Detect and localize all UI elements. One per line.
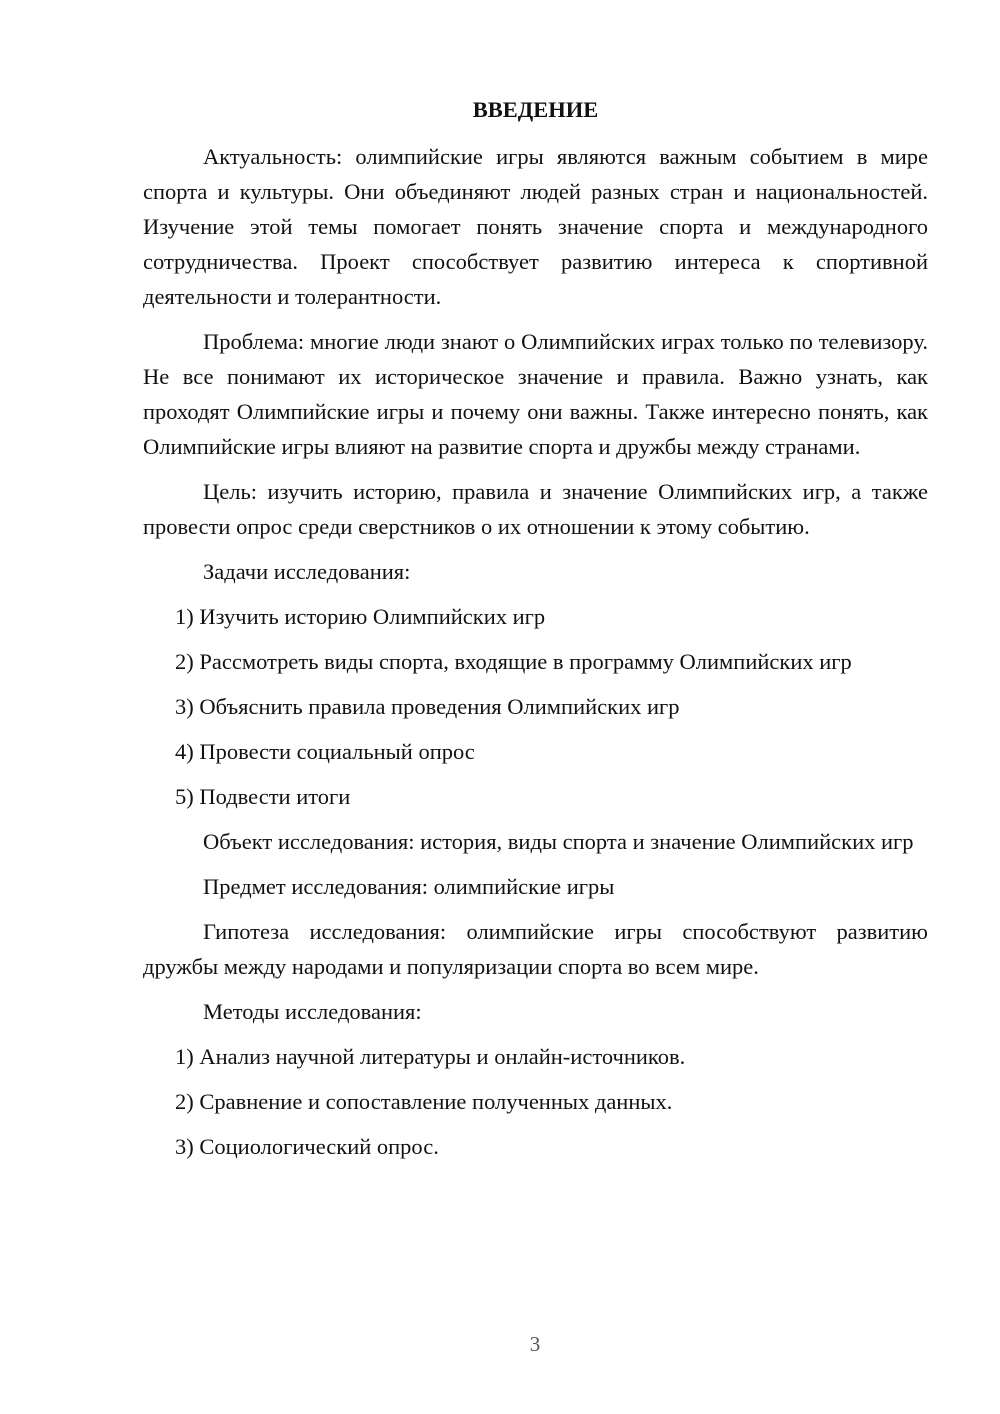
task-item-4: 4) Провести социальный опрос xyxy=(175,739,475,764)
problem-paragraph: Проблема: многие люди знают о Олимпийских играх только по телевизору. Не все понимают их историческое значение и правила. Важно узнать, как проходят Олимпийские игры и почему они важны. Также интересно понять, как Олимпийские игры влияют на развитие спорта и дружбы между странами. xyxy=(143,329,928,459)
method-item-3: 3) Социологический опрос. xyxy=(175,1134,439,1159)
object-paragraph: Объект исследования: история, виды спорта и значение Олимпийских игр xyxy=(203,829,914,854)
goal-paragraph: Цель: изучить историю, правила и значение Олимпийских игр, а также провести опрос среди сверстников о их отношении к этому событию. xyxy=(143,479,928,539)
task-item-5: 5) Подвести итоги xyxy=(175,784,351,809)
hypothesis-paragraph: Гипотеза исследования: олимпийские игры способствуют развитию дружбы между народами и популяризации спорта во всем мире. xyxy=(143,919,928,979)
relevance-paragraph: Актуальность: олимпийские игры являются важным событием в мире спорта и культуры. Они объединяют людей разных стран и национальностей. Изучение этой темы помогает понять значение спорта и международного сотрудничества. Проект способствует развитию интереса к спортивной деятельности и толерантности. xyxy=(143,144,928,309)
method-item-2: 2) Сравнение и сопоставление полученных данных. xyxy=(175,1089,673,1114)
subject-paragraph: Предмет исследования: олимпийские игры xyxy=(203,874,615,899)
tasks-heading: Задачи исследования: xyxy=(203,559,411,584)
methods-heading: Методы исследования: xyxy=(203,999,422,1024)
task-item-2: 2) Рассмотреть виды спорта, входящие в программу Олимпийских игр xyxy=(175,649,852,674)
task-item-1: 1) Изучить историю Олимпийских игр xyxy=(175,604,546,629)
task-item-3: 3) Объяснить правила проведения Олимпийских игр xyxy=(175,694,680,719)
tasks-list xyxy=(143,599,928,814)
page-number: 3 xyxy=(529,1332,541,1356)
section-title: ВВЕДЕНИЕ xyxy=(472,97,599,122)
method-item-1: 1) Анализ научной литературы и онлайн-источников. xyxy=(175,1044,686,1069)
methods-list xyxy=(143,1039,928,1164)
document-page xyxy=(143,92,928,1174)
